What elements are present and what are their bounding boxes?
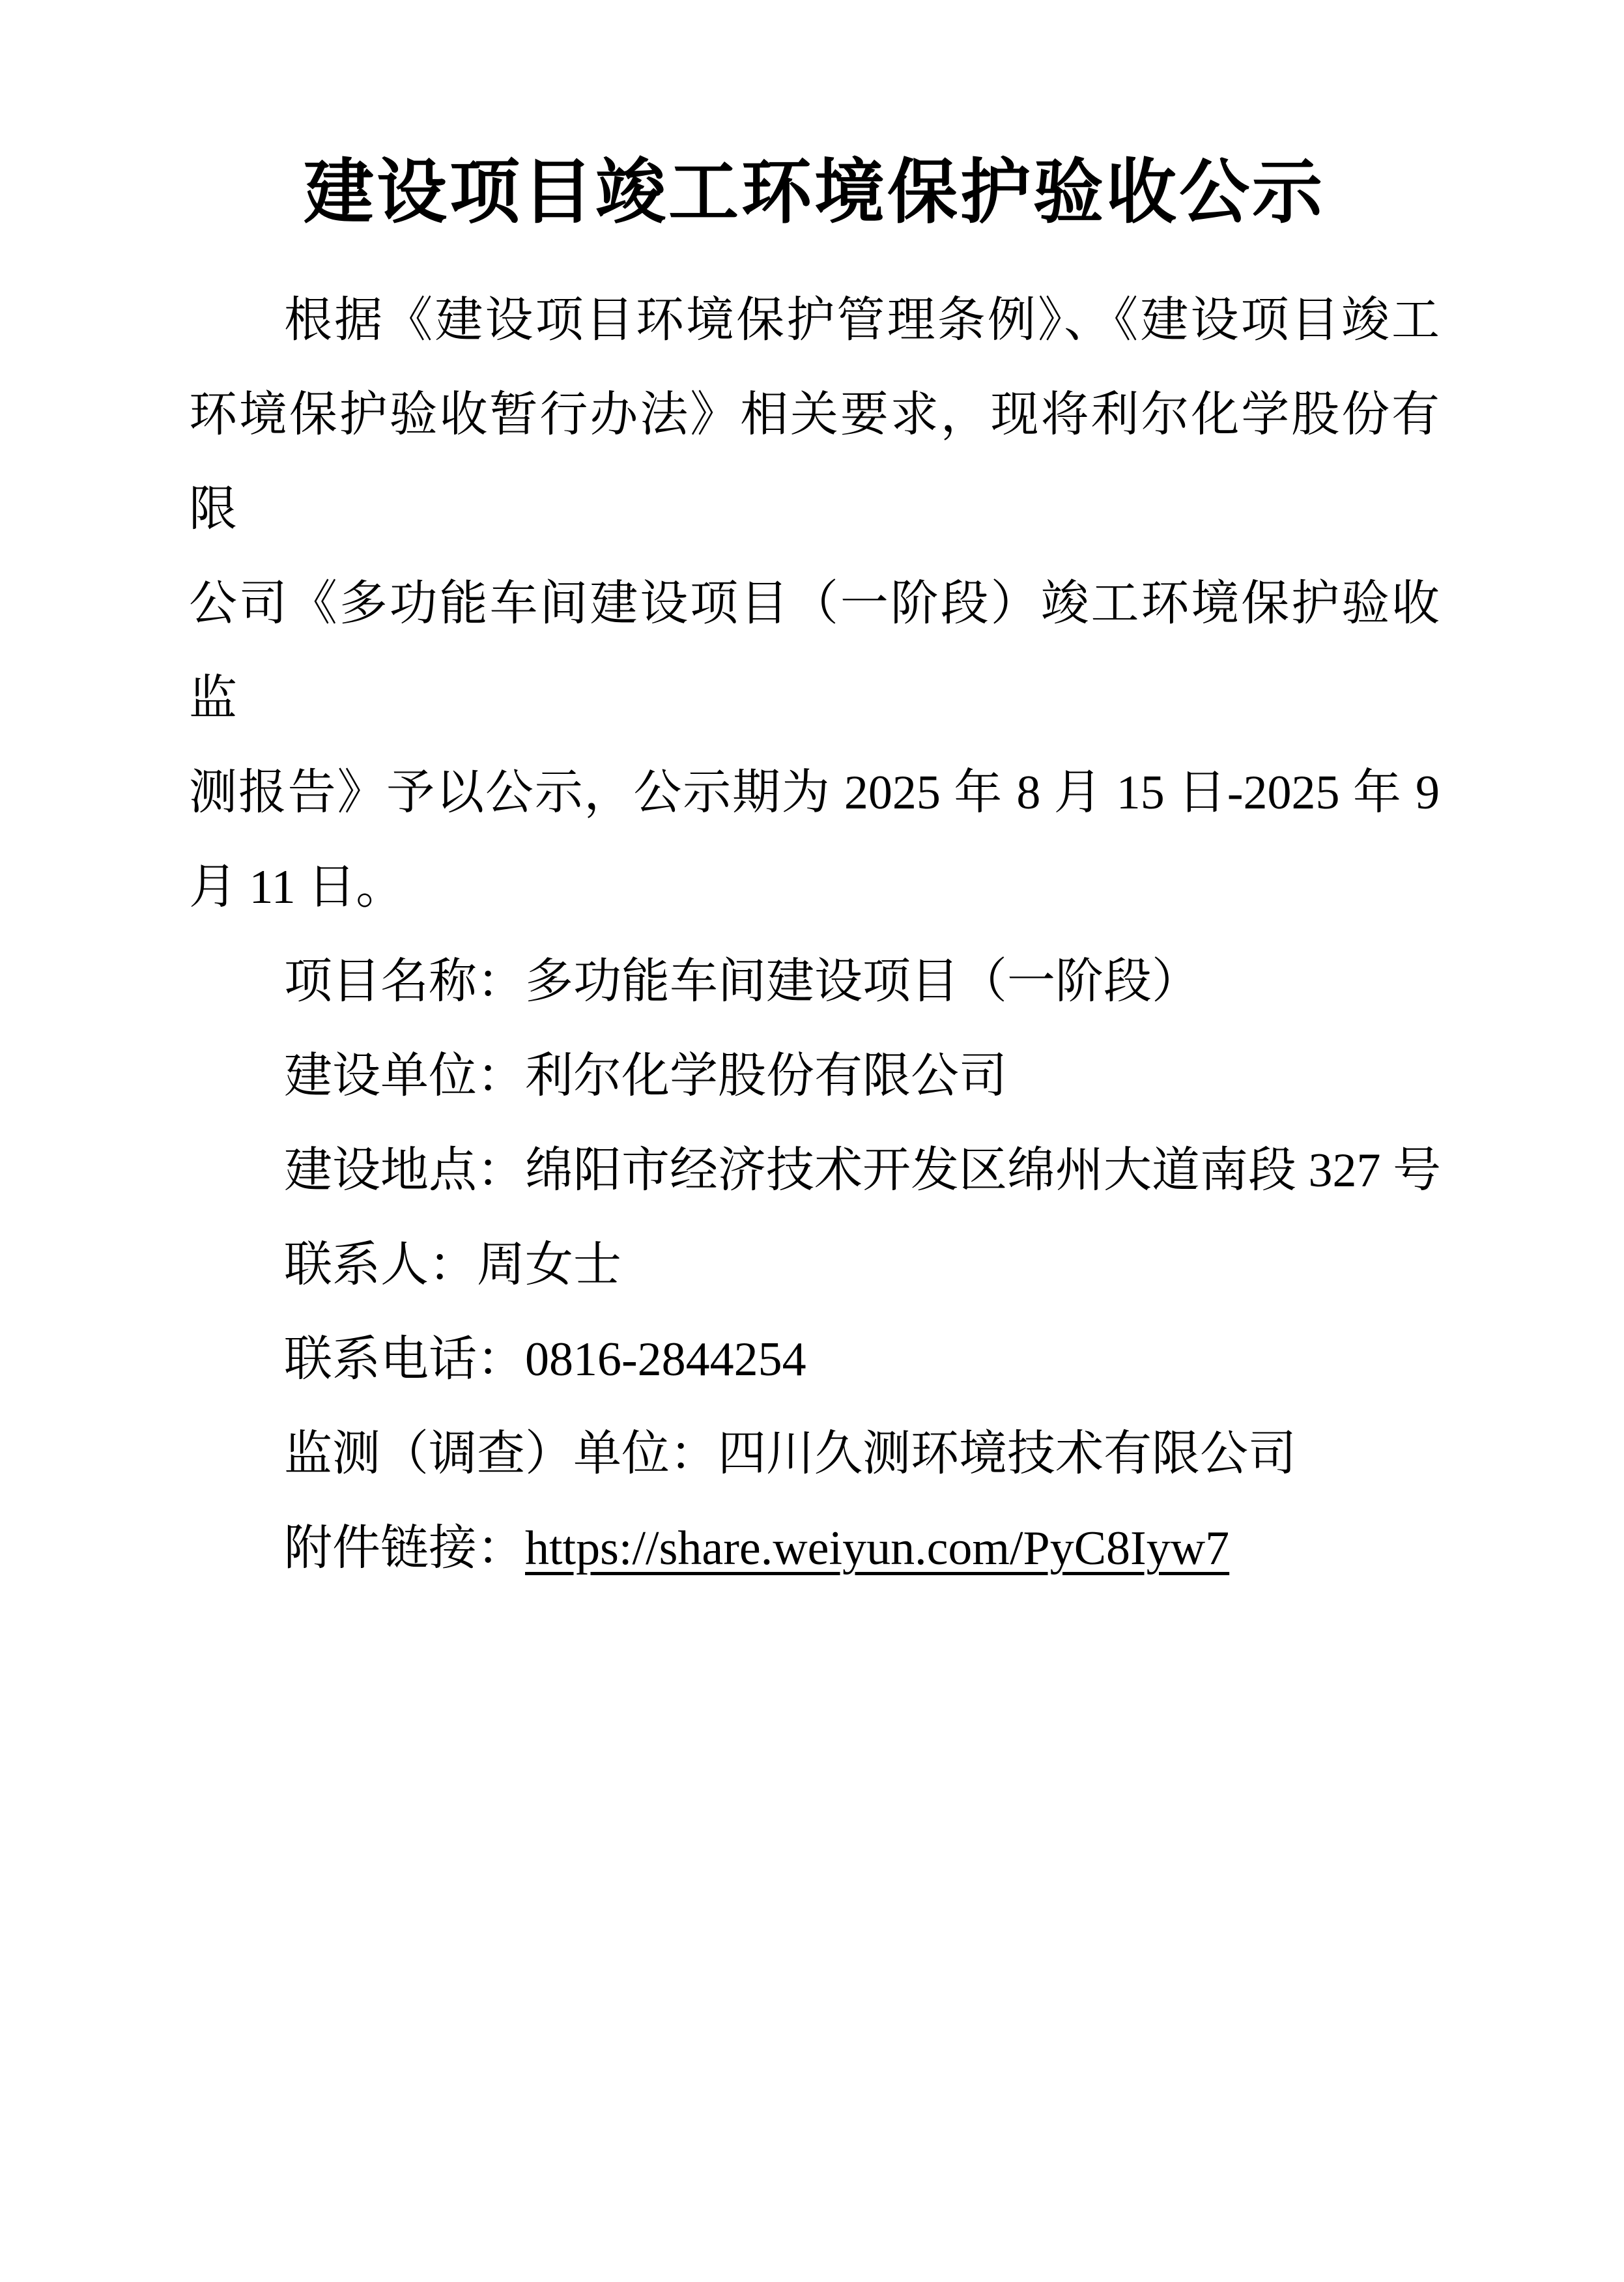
intro-line-3: 公司《多功能车间建设项目（一阶段）竣工环境保护验收监	[189, 577, 1440, 725]
field-row-attachment-link	[189, 1502, 1440, 1596]
field-label: 项目名称：	[284, 955, 525, 1008]
field-value: 利尔化学股份有限公司	[525, 1049, 1007, 1103]
attachment-link[interactable]: https://share.weiyun.com/PyC8Iyw7	[525, 1522, 1230, 1575]
field-row-contact-person	[189, 1218, 1440, 1313]
field-row-project-name	[189, 935, 1440, 1029]
field-label: 建设地点：	[284, 1144, 525, 1197]
field-value: 绵阳市经济技术开发区绵州大道南段 327 号	[525, 1144, 1441, 1197]
intro-line-1: 根据《建设项目环境保护管理条例》、《建设项目竣工	[284, 294, 1440, 347]
intro-line-4: 测报告》予以公示，公示期为 2025 年 8 月 15 日-2025 年 9	[189, 766, 1440, 820]
intro-line-5: 月 11 日。	[189, 861, 405, 914]
field-row-construction-unit	[189, 1029, 1440, 1124]
field-label: 建设单位：	[284, 1049, 525, 1103]
field-label: 附件链接：	[284, 1522, 525, 1575]
field-row-construction-site	[189, 1124, 1440, 1218]
field-row-monitoring-unit	[189, 1407, 1440, 1502]
intro-paragraph	[189, 274, 1440, 935]
field-value: 多功能车间建设项目（一阶段）	[525, 955, 1200, 1008]
field-row-contact-phone	[189, 1313, 1440, 1407]
field-value: 周女士	[477, 1238, 621, 1292]
field-value: 0816-2844254	[525, 1333, 806, 1386]
field-label: 联系电话：	[284, 1333, 525, 1386]
field-value: 四川久测环境技术有限公司	[718, 1427, 1296, 1481]
intro-line-2: 环境保护验收暂行办法》相关要求，现将利尔化学股份有限	[189, 388, 1440, 536]
field-label: 联系人：	[284, 1238, 477, 1292]
page-title: 建设项目竣工环境保护验收公示	[303, 154, 1325, 232]
field-label: 监测（调查）单位：	[284, 1427, 718, 1481]
fields-section	[189, 935, 1440, 1596]
